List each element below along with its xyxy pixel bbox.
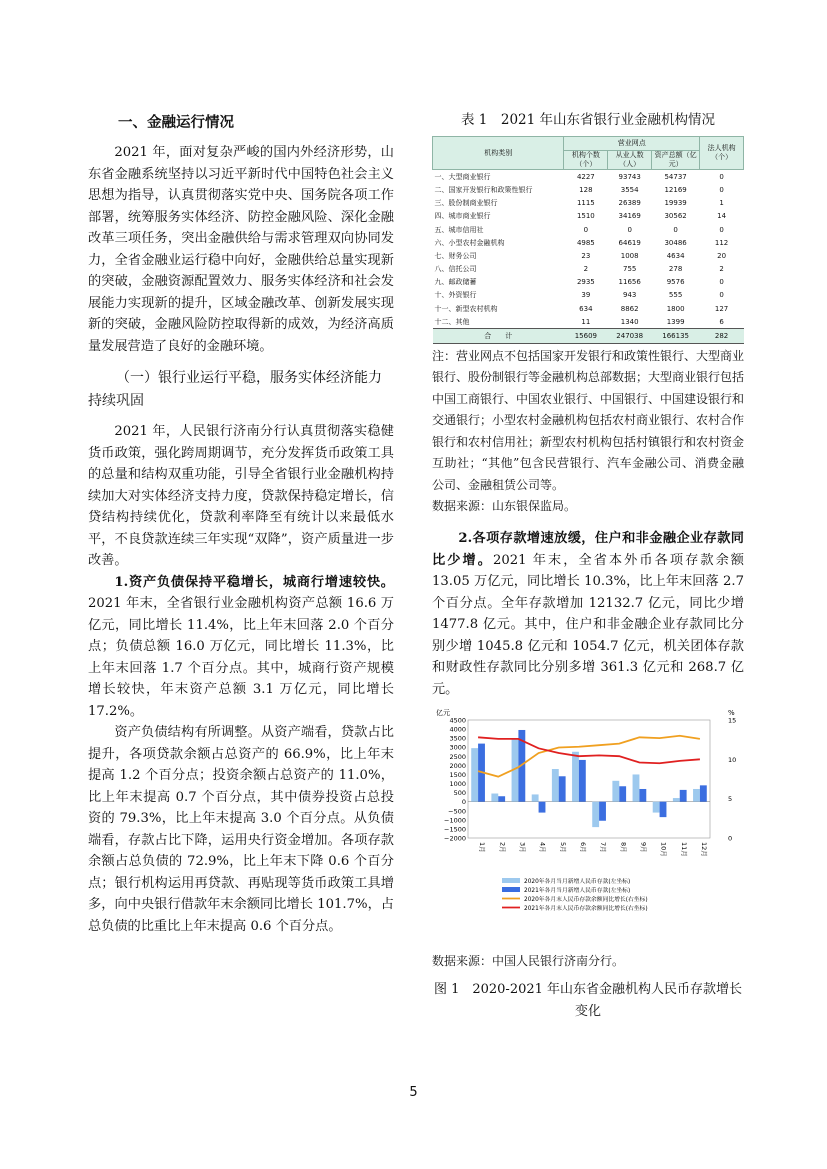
table-cell: 11656 [608,276,652,289]
table-cell-name: 三、股份制商业银行 [433,197,564,210]
legend-label: 2020年各月当月新增人民币存款(左坐标) [524,879,631,886]
table-total-cell: 247038 [608,329,652,343]
table-cell-name: 六、小型农村金融机构 [434,238,505,247]
table-cell: 1800 [652,302,700,315]
bar-2020 [693,789,700,802]
table-cell-name: 八、信托公司 [434,265,477,274]
table-cell: 755 [622,265,637,274]
table-cell: 30562 [664,212,687,221]
table-cell: 1008 [608,249,652,262]
table-cell: 0 [652,223,700,236]
table-cell-name: 七、财务公司 [433,249,564,262]
table-cell-name: 十、外资银行 [434,291,477,300]
paragraph-assets-heading: 1.资产负债保持平稳增长，城商行增速较快。 [114,574,394,590]
table-cell: 64619 [618,238,641,247]
table-cell: 1510 [576,212,595,221]
table-cell: 112 [714,238,729,247]
table-cell: 278 [668,265,683,274]
table-cell: 4634 [652,249,700,262]
table-cell: 0 [700,223,744,236]
y-tick-left: 1500 [449,771,466,780]
table-header-col: 机构个数（个） [564,151,608,170]
bar-2020 [491,794,498,802]
table-total-cell: 282 [700,329,744,343]
bar-2021 [579,760,586,802]
table-cell: 0 [700,170,744,184]
bar-2020 [653,802,660,813]
bar-2021 [639,789,646,802]
table-cell: 30486 [664,238,687,247]
table-cell: 943 [622,291,637,300]
table-row [433,302,744,315]
table-cell: 1340 [620,317,639,326]
table-cell: 0 [700,276,744,289]
table-cell: 0 [719,291,724,300]
bar-2021 [680,790,687,802]
x-tick: 12月 [699,842,708,857]
table-cell: 93743 [608,170,652,184]
table-cell-name: 四、城市商业银行 [434,212,491,221]
table-row [433,223,744,236]
table-cell-name: 十一、新型农村机构 [433,302,564,315]
legend-label: 2020年各月末人民币存款余额同比增长(右坐标) [524,897,648,904]
bar-2021 [539,802,546,813]
table-cell: 34169 [618,212,641,221]
bar-2021 [660,802,667,817]
bar-2020 [673,798,680,802]
section-title: 一、金融运行情况 [118,114,234,131]
page-number: 5 [409,1085,418,1100]
y-tick-left: 500 [453,789,466,798]
bar-2021 [559,776,566,801]
table-row [433,276,744,289]
table-cell: 0 [564,223,608,236]
bar-2020 [532,795,539,802]
table-source: 数据来源：山东银保监局。 [432,499,577,514]
x-tick: 3月 [518,842,527,853]
table-cell-name: 十二、其他 [434,317,470,326]
bar-2020 [633,775,640,802]
table-cell: 3554 [620,185,639,194]
legend-swatch [502,887,520,892]
table-cell: 14 [717,212,727,221]
table-cell: 9576 [652,276,700,289]
chart-source: 数据来源：中国人民银行济南分行。 [432,954,625,969]
table-cell: 23 [564,249,608,262]
table-cell-name: 九、邮政储蓄 [433,276,564,289]
table-row [433,236,744,249]
paragraph-assets [88,572,394,723]
table-header-legal: 法人机构（个） [700,137,744,170]
table-cell: 26389 [608,197,652,210]
table-total-cell: 166135 [652,329,700,343]
subsection-title: （一）银行业运行平稳，服务实体经济能力持续巩固 [88,370,382,409]
bar-2020 [572,752,579,802]
table-cell: 1 [700,197,744,210]
table-cell: 4985 [576,238,595,247]
paragraph-structure: 资产负债结构有所调整。从资产端看，贷款占比提升，各项贷款余额占总资产的 66.9%，比上年末提高 1.2 个百分点；投资余额占总资产的 11.0%，比上年末提高 0.7 个百分点，其中债券投资占总投资的 79.3%，比上年末提高 3.0 个百分点。从负债端看，存款占比下降，运用央行资金增加。各项存款余额占总负债的 72.9%，比上年末下降 0.6 个百分点；银行机构运用再贷款、再贴现等货币政策工具增多，向中央银行借款年末余额同比增长 101.7%，占总负债的比重比上年末提高 0.6 个百分点。 [88,725,394,934]
table-header-category: 机构类别 [433,137,564,170]
x-tick: 2月 [498,842,507,853]
table-cell: 2935 [564,276,608,289]
table-cell-name: 五、城市信用社 [433,223,564,236]
table-cell: 19939 [652,197,700,210]
table-row [433,183,744,196]
y-tick-right: 15 [728,716,737,725]
bar-2021 [498,796,505,801]
table-total-cell: 15609 [564,329,608,343]
plot-area [468,720,710,838]
y-axis-left-label: 亿元 [436,709,450,718]
y-tick-left: 4000 [449,725,466,734]
paragraph-deposits-body: 2021 年末，全省本外币各项存款余额 13.05 万亿元，同比增长 10.3%，比上年末回落 2.7 个百分点。全年存款增加 12132.7 亿元，同比少增 1477.8 亿元。其中，住户和非金融企业存款同比分别少增 1045.8 亿元和 1054.7 亿元，机关团体存款和财政性存款同比分别多增 361.3 亿元和 268.7 亿元。 [432,552,744,697]
x-tick: 10月 [659,842,668,857]
table-cell: 2 [719,265,724,274]
table-cell: 0 [719,185,724,194]
bar-2021 [700,785,707,801]
bar-2021 [619,786,626,801]
y-tick-left: 3500 [449,734,466,743]
table-row [433,197,744,210]
y-tick-left: 0 [461,798,466,807]
table-cell: 1115 [564,197,608,210]
paragraph-assets-body: 2021 年末，全省银行业金融机构资产总额 16.6 万亿元，同比增长 11.4%，比上年末回落 2.0 个百分点；负债总额 16.0 万亿元，同比增长 11.3%，比上年末回落 1.7 个百分点。其中，城商行资产规模增长较快，年末资产总额 3.1 万亿元，同比增长 17.2%。 [88,596,394,719]
y-tick-left: −1500 [444,825,466,834]
table-cell: 12169 [664,185,687,194]
legend-label: 2021年各月末人民币存款余额同比增长(右坐标) [524,906,648,913]
table-row [433,210,744,223]
right-column [432,108,744,1023]
bar-2020 [612,781,619,802]
y-axis-right-label: % [728,709,735,718]
table-row [433,263,744,276]
table-cell: 2 [583,265,589,274]
table-total-cell: 合 计 [433,329,564,343]
table-row [433,315,744,329]
table-cell-name: 一、大型商业银行 [433,170,564,184]
y-tick-right: 10 [728,755,737,764]
y-tick-left: 3000 [449,743,466,752]
paragraph-overview: 2021 年，面对复杂严峻的国内外经济形势，山东省金融系统坚持以习近平新时代中国特色社会主义思想为指导，认真贯彻落实党中央、国务院各项工作部署，统筹服务实体经济、防控金融风险、深化金融改革三项任务，突出金融供给与需求管理双向协同发力，全省金融业运行稳中向好，金融供给总量实现新的突破，金融资源配置效力、服务实体经济和社会发展能力实现新的提升，区域金融改革、创新发展实现新的突破，金融风险防控取得新的成效，为经济高质量发展营造了良好的金融环境。 [88,145,394,354]
table-cell: 4227 [564,170,608,184]
table-cell: 20 [700,249,744,262]
bar-2020 [592,802,599,827]
legend-swatch [502,878,520,883]
table-total-row [433,329,744,343]
table-header-group: 营业网点 [564,137,700,151]
table-header-col: 资产总额（亿元） [652,151,700,170]
y-tick-right: 5 [728,795,733,804]
table-cell: 634 [564,302,608,315]
table-cell: 39 [581,291,591,300]
table-cell: 128 [579,185,593,194]
table-cell-name: 二、国家开发银行和政策性银行 [434,185,533,194]
y-tick-left: 4500 [449,716,466,725]
x-tick: 11月 [679,842,688,857]
y-tick-left: 2500 [449,752,466,761]
table-row [433,249,744,262]
x-tick: 5月 [558,842,567,853]
paragraph-deposits [432,528,744,700]
x-tick: 6月 [578,842,587,853]
table-header-col: 从业人数（人） [608,151,652,170]
table-row [433,289,744,302]
x-tick: 9月 [639,842,648,853]
table-cell: 555 [668,291,683,300]
y-tick-right: 0 [728,834,733,843]
y-tick-left: 2000 [449,762,466,771]
table-cell: 54737 [652,170,700,184]
paragraph-deposits-heading: 2.各项存款增速放缓，住户和非金融企业存款同比少增。 [432,531,744,568]
x-tick: 7月 [599,842,608,853]
table-cell: 11 [581,317,591,326]
bar-2020 [552,769,559,802]
x-tick: 1月 [478,842,487,853]
y-tick-left: −2000 [444,834,466,843]
legend-label: 2021年各月当月新增人民币存款(左坐标) [524,888,631,895]
x-tick: 4月 [538,842,547,853]
chart-caption: 图 1 2020-2021 年山东省金融机构人民币存款增长变化 [433,982,743,1020]
bar-2020 [471,748,478,802]
table-cell: 127 [700,302,744,315]
y-tick-left: −500 [448,807,466,816]
paragraph-banking: 2021 年，人民银行济南分行认真贯彻落实稳健货币政策，强化跨周期调节，充分发挥货币政策工具的总量和结构双重功能，引导全省银行业金融机构持续加大对实体经济支持力度，贷款保持稳定增长，信贷结构持续优化，贷款利率降至有统计以来最低水平，不良贷款连续三年实现“双降”，资产质量进一步改善。 [88,424,394,568]
table-cell: 1399 [666,317,685,326]
institutions-table [432,136,744,344]
y-tick-left: 1000 [449,780,466,789]
table-row [433,170,744,184]
left-column [88,112,394,937]
bar-2021 [599,802,606,821]
table-cell: 6 [719,317,724,326]
x-tick: 8月 [619,842,628,853]
table-note: 注：营业网点不包括国家开发银行和政策性银行、大型商业银行、股份制银行等金融机构总部数据；大型商业银行包括中国工商银行、中国农业银行、中国银行、中国建设银行和交通银行；小型农村金融机构包括农村商业银行、农村合作银行和农村信用社；新型农村机构包括村镇银行和农村资金互助社；“其他”包含民营银行、汽车金融公司、消费金融公司、金融租赁公司等。 [432,348,745,492]
deposit-chart [432,706,744,946]
table-cell: 0 [608,223,652,236]
table-title: 表 1 2021 年山东省银行业金融机构情况 [460,112,716,128]
table-cell: 8862 [608,302,652,315]
y-tick-left: −1000 [444,816,466,825]
